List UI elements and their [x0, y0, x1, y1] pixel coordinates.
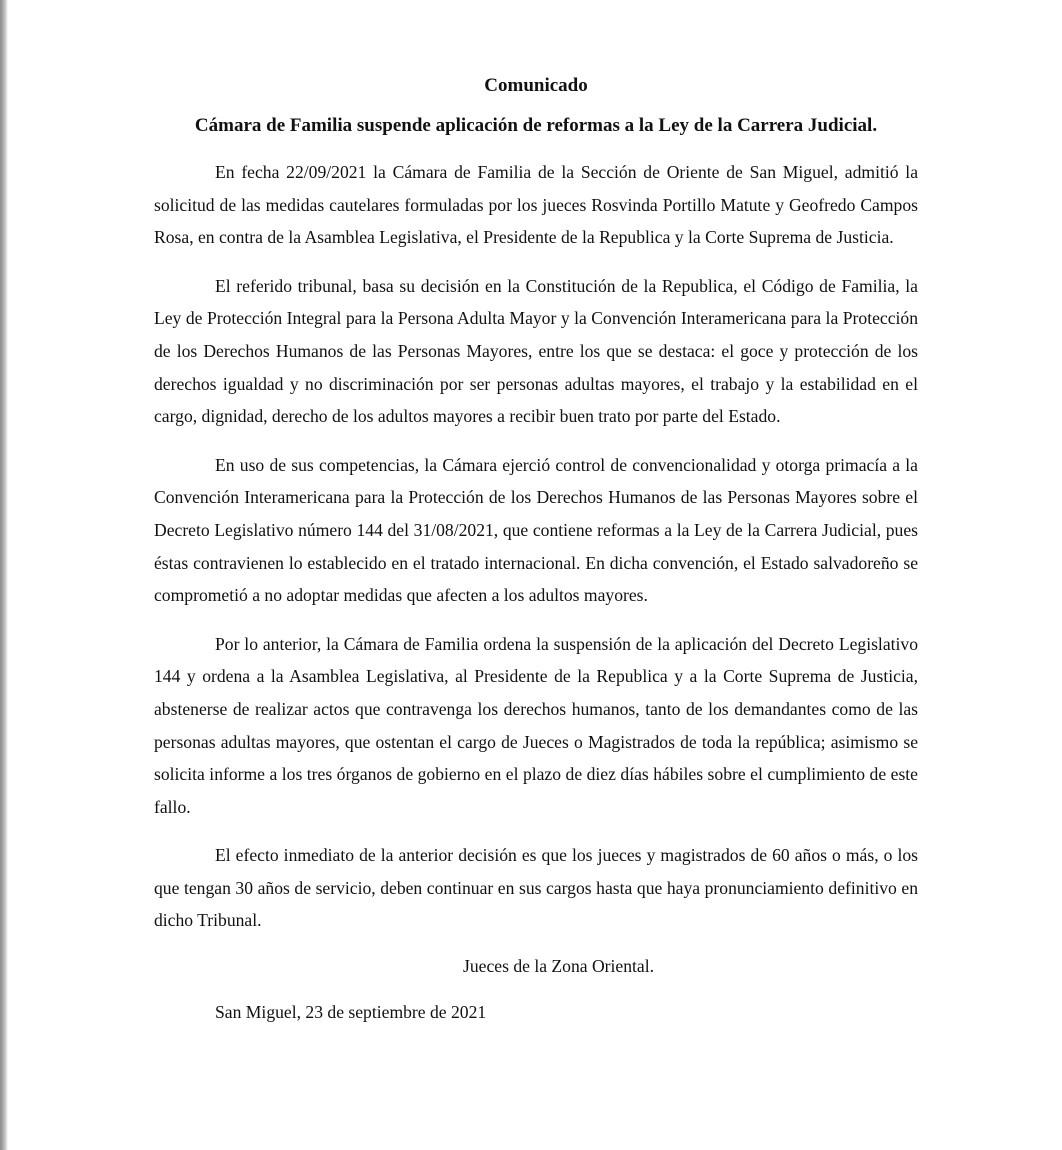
document-page — [154, 70, 918, 1028]
window-left-edge — [0, 0, 8, 1150]
signature-line: Jueces de la Zona Oriental. — [463, 956, 655, 977]
paragraph-5: El efecto inmediato de la anterior decisión es que los jueces y magistrados de 60 años o más, o los que tengan 30 años de servicio, deben continuar en sus cargos hasta que haya pronunciamiento definitivo en dicho Tribunal. — [154, 845, 918, 931]
paragraph-2: El referido tribunal, basa su decisión en la Constitución de la Republica, el Código de Familia, la Ley de Protección Integral para la Persona Adulta Mayor y la Convención Interamericana para la Protección de los Derechos Humanos de las Personas Mayores, entre los que se destaca: el goce y protección de los derechos igualdad y no discriminación por ser personas adultas mayores, el trabajo y la estabilidad en el cargo, dignidad, derecho de los adultos mayores a recibir buen trato por parte del Estado. — [154, 275, 918, 427]
paragraph-1: En fecha 22/09/2021 la Cámara de Familia de la Sección de Oriente de San Miguel, admitió la solicitud de las medidas cautelares formuladas por los jueces Rosvinda Portillo Matute y Geofredo Campos Rosa, en contra de la Asamblea Legislativa, el Presidente de la Republica y la Corte Suprema de Justicia. — [154, 162, 918, 248]
paragraph-3: En uso de sus competencias, la Cámara ejerció control de convencionalidad y otorga primacía a la Convención Interamericana para la Protección de los Derechos Humanos de las Personas Mayores sobre el Decreto Legislativo número 144 del 31/08/2021, que contiene reformas a la Ley de la Carrera Judicial, pues éstas contravienen lo establecido en el tratado internacional. En dicha convención, el Estado salvadoreño se comprometió a no adoptar medidas que afecten a los adultos mayores. — [154, 454, 918, 606]
document-subtitle: Cámara de Familia suspende aplicación de reformas a la Ley de la Carrera Judicial. — [194, 115, 878, 136]
document-title: Comunicado — [484, 75, 588, 96]
place-date-line: San Miguel, 23 de septiembre de 2021 — [215, 1002, 487, 1023]
paragraph-4: Por lo anterior, la Cámara de Familia ordena la suspensión de la aplicación del Decreto Legislativo 144 y ordena a la Asamblea Legislativa, al Presidente de la Republica y a la Corte Suprema de Justicia, abstenerse de realizar actos que contravenga los derechos humanos, tanto de los demandantes como de las personas adultas mayores, que ostentan el cargo de Jueces o Magistrados de toda la república; asimismo se solicita informe a los tres órganos de gobierno en el plazo de diez días hábiles sobre el cumplimiento de este fallo. — [154, 633, 918, 817]
